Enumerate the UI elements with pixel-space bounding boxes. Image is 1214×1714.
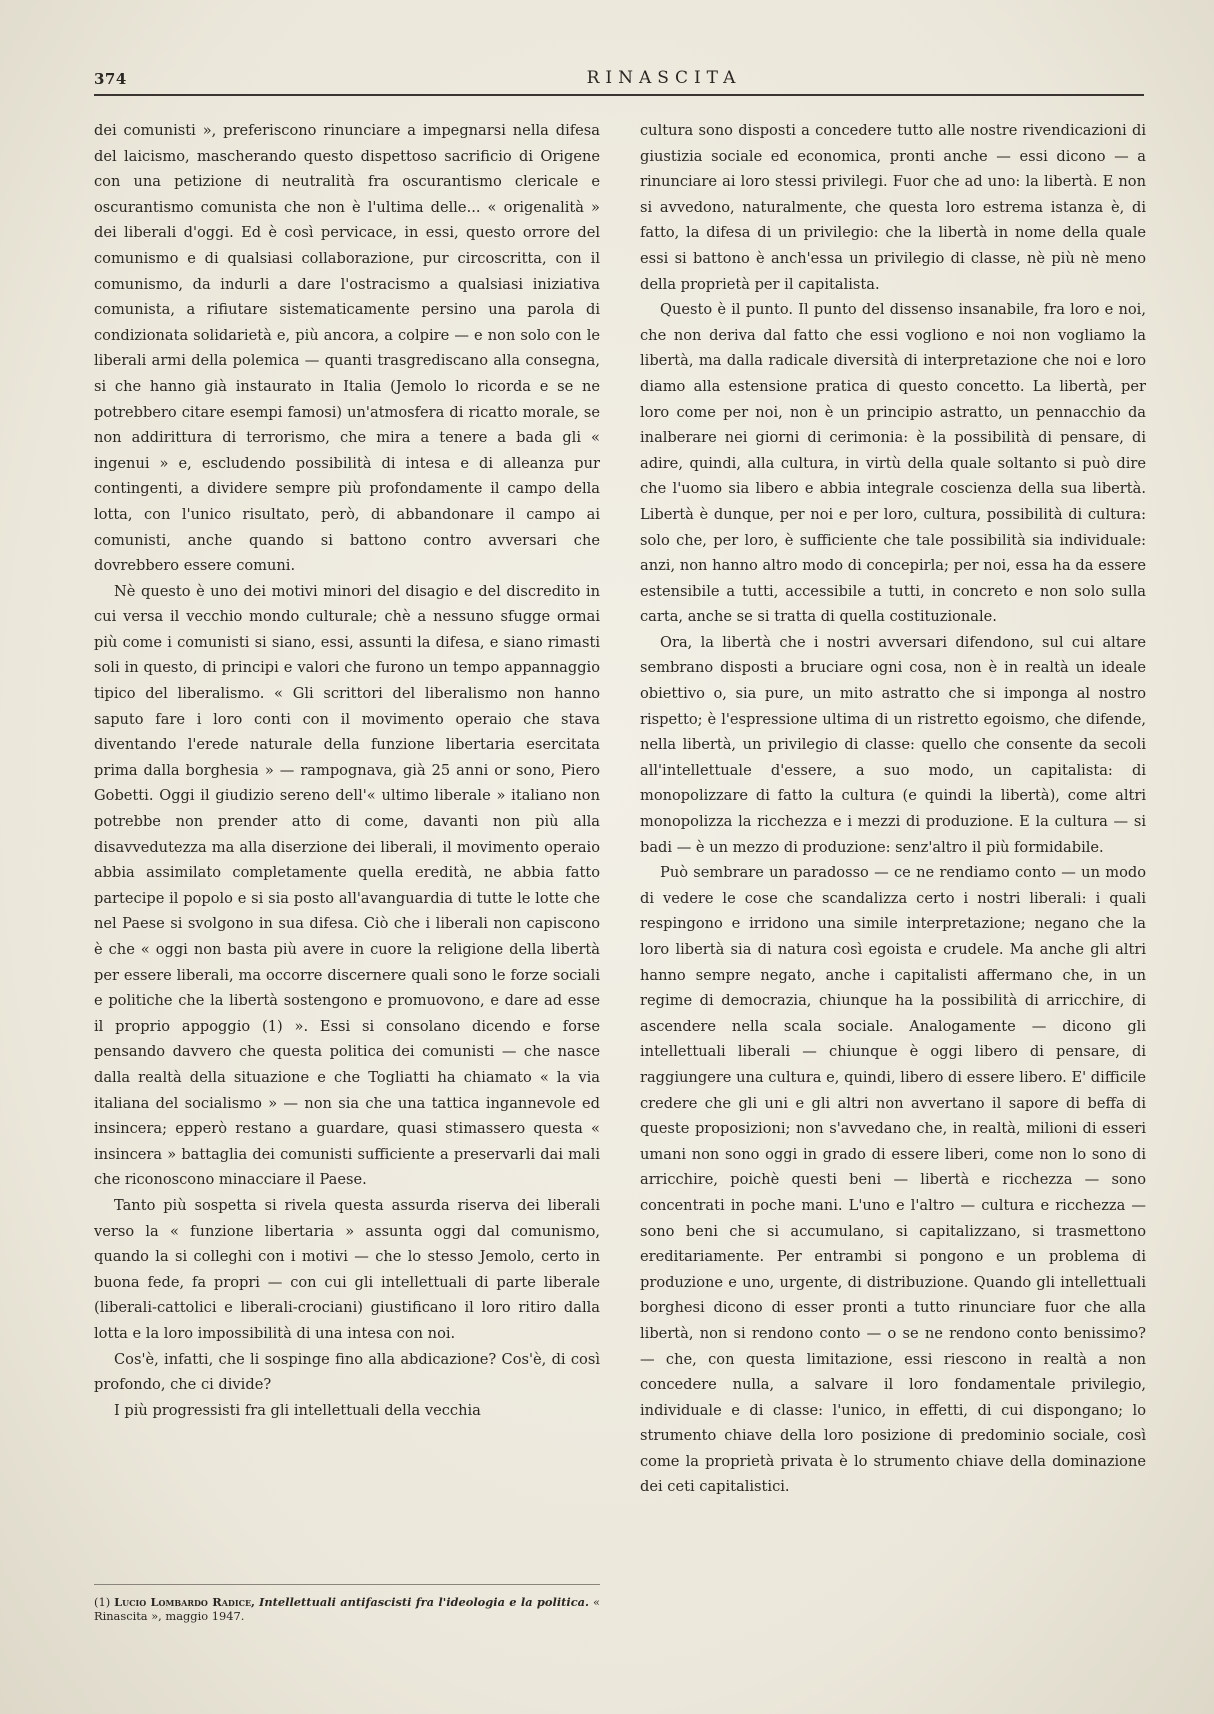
footnote xyxy=(94,1584,600,1623)
paragraph: I più progressisti fra gli intellettuali della vecchia xyxy=(114,1401,481,1419)
right-column xyxy=(640,118,1146,1500)
paragraph: Ora, la libertà che i nostri avversari difendono, sul cui altare sembrano disposti a bruciare ogni cosa, non è in realtà un ideale obiettivo o, sia pure, un mito astratto che si imponga al nostro rispetto; è l'espressione ultima di un ristretto egoismo, che difende, nella libertà, un privilegio di classe: quello che consente da secoli all'intellettuale d'essere, a suo modo, un capitalista: di monopolizzare di fatto la cultura (e quindi la libertà), come altri monopolizza la ricchezza e i mezzi di produzione. E la cultura — si badi — è un mezzo di produzione: senz'altro il più formidabile. xyxy=(640,633,1146,856)
paragraph: Questo è il punto. Il punto del dissenso insanabile, fra loro e noi, che non deriva dal fatto che essi vogliono e noi non vogliamo la libertà, ma dalla radicale diversità di interpretazione che noi e loro diamo alla estensione pratica di questo concetto. La libertà, per loro come per noi, non è un principio astratto, un pennacchio da inalberare nei giorni di cerimonia: è la possibilità di pensare, di adire, quindi, alla cultura, in virtù della quale soltanto si può dire che l'uomo sia libero e abbia integrale coscienza della sua libertà. Libertà è dunque, per noi e per loro, cultura, possibilità di cultura: solo che, per loro, è sufficiente che tale possibilità sia individuale: anzi, non hanno altro modo di concepirla; per noi, essa ha da essere estensibile a tutti, accessibile a tutti, in concreto e non solo sulla carta, anche se si tratta di quella costituzionale. xyxy=(640,301,1146,626)
left-column xyxy=(94,118,600,1423)
footnote-source: « Rinascita », maggio 1947. xyxy=(94,1595,600,1623)
journal-title: RINASCITA xyxy=(586,68,742,88)
paragraph: cultura sono disposti a concedere tutto alle nostre rivendicazioni di giustizia sociale ed economica, pronti anche — essi dicono — a rinunciare ai loro stessi privilegi. Fuor che ad uno: la libertà. E non si avvedono, naturalmente, che questa loro estrema istanza è, di fatto, la difesa di un privilegio: che la libertà in nome della quale essi si battono è anch'essa un privilegio di classe, nè più nè meno della proprietà per il capitalista. xyxy=(640,122,1146,293)
footnote-author: Lucio Lombardo Radice, xyxy=(114,1595,256,1609)
footnote-title: Intellettuali antifascisti fra l'ideologia e la politica. xyxy=(259,1595,590,1609)
paragraph: Può sembrare un paradosso — ce ne rendiamo conto — un modo di vedere le cose che scandalizza certo i nostri liberali: i quali respingono e irridono una simile interpretazione; negano che la loro libertà sia di natura così egoista e crudele. Ma anche gli altri hanno sempre negato, anche i capitalisti affermano che, in un regime di democrazia, chiunque ha la possibilità di arricchire, di ascendere nella scala sociale. Analogamente — dicono gli intellettuali liberali — chiunque è oggi libero di pensare, di raggiungere una cultura e, quindi, libero di essere libero. E' difficile credere che gli uni e gli altri non avvertano il sapore di beffa di queste proposizioni; non s'avvedano che, in realtà, milioni di esseri umani non sono oggi in grado di essere liberi, come non lo sono di arricchire, poichè questi beni — libertà e ricchezza — sono concentrati in poche mani. L'uno e l'altro — cultura e ricchezza — sono beni che si accumulano, si capitalizzano, si trasmettono ereditariamente. Per entrambi si pongono e un problema di produzione e uno, urgente, di distribuzione. Quando gli intellettuali borghesi dicono di esser pronti a tutto rinunciare fuor che alla libertà, non si rendono conto — o se ne rendono conto benissimo? — che, con questa limitazione, essi riescono in realtà a non concedere nulla, a salvare il loro fondamentale privilegio, individuale e di classe: l'unico, in effetti, di cui dispongano; lo strumento chiave della loro posizione di predominio sociale, così come la proprietà privata è lo strumento chiave della dominazione dei ceti capitalistici. xyxy=(640,864,1146,1496)
paragraph: Cos'è, infatti, che li sospinge fino alla abdicazione? Cos'è, di così profondo, che ci divide? xyxy=(94,1350,600,1394)
paragraph: Tanto più sospetta si rivela questa assurda riserva dei liberali verso la « funzione libertaria » assunta oggi dal comunismo, quando la si colleghi con i motivi — che lo stesso Jemolo, certo in buona fede, fa propri — con cui gli intellettuali di parte liberale (liberali-cattolici e liberali-crociani) giustificano il loro ritiro dalla lotta e la loro impossibilità di una intesa con noi. xyxy=(94,1196,600,1342)
paragraph: Nè questo è uno dei motivi minori del disagio e del discredito in cui versa il vecchio mondo culturale; chè a nessuno sfugge ormai più come i comunisti si siano, essi, assunti la difesa, e siano rimasti soli in questo, di principi e valori che furono un tempo appannaggio tipico del liberalismo. « Gli scrittori del liberalismo non hanno saputo fare i loro conti con il movimento operaio che stava diventando l'erede naturale della funzione libertaria esercitata prima dalla borghesia » — rampognava, già 25 anni or sono, Piero Gobetti. Oggi il giudizio sereno dell'« ultimo liberale » italiano non potrebbe non prender atto di come, davanti non più alla disavvedutezza ma alla diserzione dei liberali, il movimento operaio abbia assimilato completamente quella eredità, ne abbia fatto partecipe il popolo e si sia posto all'avanguardia di tutte le lotte che nel Paese si svolgono in sua difesa. Ciò che i liberali non capiscono è che « oggi non basta più avere in cuore la religione della libertà per essere liberali, ma occorre discernere quali sono le forze sociali e politiche che la libertà sostengono e promuovono, e dare ad esse il proprio appoggio (1) ». Essi si consolano dicendo e forse pensando davvero che questa politica dei comunisti — che nasce dalla realtà della situazione e che Togliatti ha chiamato « la via italiana del socialismo » — non sia che una tattica ingannevole ed insincera; epperò restano a guardare, quasi stimassero questa « insincera » battaglia dei comunisti sufficiente a preservarli dai mali che riconoscono minacciare il Paese. xyxy=(94,582,600,1189)
paragraph: dei comunisti », preferiscono rinunciare a impegnarsi nella difesa del laicismo, mascherando questo dispettoso sacrificio di Origene con una petizione di neutralità fra oscurantismo clericale e oscurantismo comunista che non è l'ultima delle... « origenalità » dei liberali d'oggi. Ed è così pervicace, in essi, questo orrore del comunismo e di qualsiasi collaborazione, pur circoscritta, con il comunismo, da indurli a dare l'ostracismo a qualsiasi iniziativa comunista, a rifiutare sistematicamente persino una parola di condizionata solidarietà e, più ancora, a colpire — e non solo con le liberali armi della polemica — quanti trasgrediscano alla consegna, si che hanno già instaurato in Italia (Jemolo lo ricorda e se ne potrebbero citare esempi famosi) un'atmosfera di ricatto morale, se non addirittura di terrorismo, che mira a tenere a bada gli « ingenui » e, escludendo possibilità di intesa e di alleanza pur contingenti, a dividere sempre più profondamente il campo della lotta, con l'unico risultato, però, di abbandonare il campo ai comunisti, anche quando si battono contro avversari che dovrebbero essere comuni. xyxy=(94,122,600,575)
page-header xyxy=(94,64,1144,96)
footnote-marker: (1) xyxy=(94,1595,111,1609)
page-number: 374 xyxy=(94,70,127,88)
